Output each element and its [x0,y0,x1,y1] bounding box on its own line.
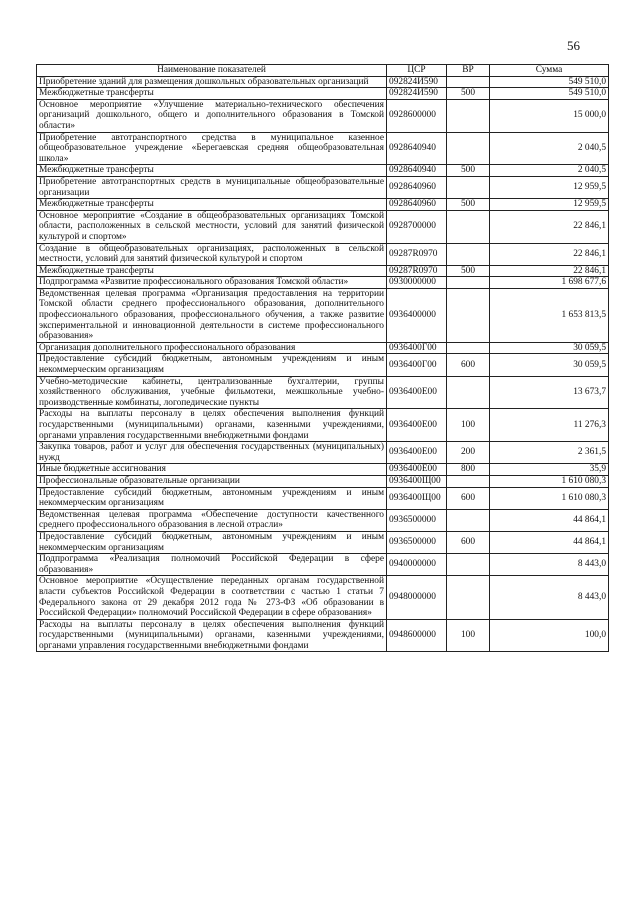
cell-sum: 44 864,1 [490,531,609,553]
cell-name: Ведомственная целевая программа «Обеспечение доступности качественного среднего профессионального образования в лесной отрасли» [37,509,387,531]
cell-sum: 2 361,5 [490,442,609,464]
table-header-row [37,65,609,77]
cell-name: Профессиональные образовательные организации [37,475,387,487]
cell-name: Предоставление субсидий бюджетным, автономным учреждениям и иным некоммерческим организациям [37,354,387,376]
cell-sum: 2 040,5 [490,165,609,177]
table-row [37,99,609,132]
cell-csr: 0940000000 [387,554,447,576]
cell-vr: 200 [447,442,490,464]
cell-name: Расходы на выплаты персоналу в целях обеспечения выполнения функций государственными (муниципальными) органами, казенными учреждениями, органами управления государственными внебюджетными фондами [37,619,387,652]
table-row [37,554,609,576]
cell-sum: 30 059,5 [490,354,609,376]
header-vr: ВР [447,65,490,77]
cell-vr: 500 [447,265,490,277]
cell-vr [447,277,490,289]
cell-vr: 100 [447,619,490,652]
cell-vr: 500 [447,88,490,100]
cell-sum: 12 959,5 [490,176,609,198]
cell-sum: 44 864,1 [490,509,609,531]
cell-name: Организация дополнительного профессионального образования [37,342,387,354]
table-row [37,619,609,652]
cell-sum: 549 510,0 [490,76,609,88]
table-row [37,243,609,265]
cell-vr: 600 [447,354,490,376]
cell-csr: 0936400Щ00 [387,487,447,509]
cell-sum: 15 000,0 [490,99,609,132]
cell-vr: 100 [447,409,490,442]
cell-sum: 11 276,3 [490,409,609,442]
cell-name: Межбюджетные трансферты [37,199,387,211]
table-row [37,354,609,376]
table-row [37,88,609,100]
cell-vr: 500 [447,199,490,211]
cell-vr: 800 [447,464,490,476]
cell-sum: 2 040,5 [490,132,609,165]
cell-csr: 0928640960 [387,199,447,211]
cell-vr [447,76,490,88]
cell-name: Создание в общеобразовательных организациях, расположенных в сельской местности, условий для занятий физической культурой и спортом [37,243,387,265]
cell-sum: 22 846,1 [490,243,609,265]
cell-sum: 22 846,1 [490,210,609,243]
cell-csr: 0948600000 [387,619,447,652]
cell-name: Основное мероприятие «Осуществление переданных органам государственной власти субъектов Российской Федерации в соответствии с частью 1 статьи 7 Федерального закона от 29 декабря 2012 года № 273-ФЗ «Об образовании в Российской Федерации» полномочий Российской Федерации в сфере образования» [37,576,387,619]
table-row [37,176,609,198]
table-row [37,442,609,464]
cell-csr: 0928640960 [387,176,447,198]
table-row [37,210,609,243]
cell-name: Межбюджетные трансферты [37,88,387,100]
table-row [37,464,609,476]
cell-vr [447,210,490,243]
cell-vr: 600 [447,531,490,553]
table-row [37,199,609,211]
table-row [37,475,609,487]
cell-csr: 09287R0970 [387,243,447,265]
cell-csr: 09287R0970 [387,265,447,277]
cell-name: Основное мероприятие «Улучшение материально-технического обеспечения организаций дошкольного, общего и дополнительного образования в Томской области» [37,99,387,132]
cell-csr: 0936400Е00 [387,376,447,409]
table-row [37,76,609,88]
cell-sum: 1 698 677,6 [490,277,609,289]
table-row [37,487,609,509]
table-row [37,265,609,277]
cell-csr: 0936400Е00 [387,464,447,476]
cell-vr [447,176,490,198]
cell-vr [447,132,490,165]
cell-csr: 0936400Г00 [387,354,447,376]
cell-sum: 22 846,1 [490,265,609,277]
cell-vr [447,99,490,132]
cell-vr [447,554,490,576]
cell-vr [447,376,490,409]
cell-vr: 600 [447,487,490,509]
cell-vr [447,342,490,354]
cell-csr: 0936400Щ00 [387,475,447,487]
cell-name: Основное мероприятие «Создание в общеобразовательных организациях Томской области, расположенных в сельской местности, условий для занятий физической культурой и спортом» [37,210,387,243]
table-row [37,409,609,442]
cell-name: Межбюджетные трансферты [37,265,387,277]
cell-csr: 0948000000 [387,576,447,619]
cell-csr: 0928640940 [387,132,447,165]
table-row [37,576,609,619]
cell-vr [447,243,490,265]
cell-vr [447,509,490,531]
table-row [37,509,609,531]
cell-sum: 8 443,0 [490,576,609,619]
page-number: 56 [567,38,580,53]
cell-name: Приобретение автотранспортных средств в муниципальные общеобразовательные организации [37,176,387,198]
cell-sum: 1 653 813,5 [490,288,609,342]
table-body [37,76,609,652]
cell-csr: 0930000000 [387,277,447,289]
table-row [37,376,609,409]
cell-sum: 549 510,0 [490,88,609,100]
table-row [37,277,609,289]
table-row [37,165,609,177]
cell-csr: 0928700000 [387,210,447,243]
cell-csr: 0936400Е00 [387,442,447,464]
cell-name: Закупка товаров, работ и услуг для обеспечения государственных (муниципальных) нужд [37,442,387,464]
cell-csr: 092824И590 [387,76,447,88]
cell-name: Учебно-методические кабинеты, централизованные бухгалтерии, группы хозяйственного обслуживания, учебные фильмотеки, межшкольные учебно-производственные комбинаты, логопедические пункты [37,376,387,409]
table-row [37,132,609,165]
cell-sum: 100,0 [490,619,609,652]
header-csr: ЦСР [387,65,447,77]
cell-csr: 0936400Е00 [387,409,447,442]
cell-sum: 12 959,5 [490,199,609,211]
table-row [37,531,609,553]
cell-name: Ведомственная целевая программа «Организация предоставления на территории Томской области среднего профессионального образования, дополнительного профессионального образования, профессионального обучения, а также развитие экспериментальной и инновационной деятельности в системе профессионального образования» [37,288,387,342]
cell-name: Предоставление субсидий бюджетным, автономным учреждениям и иным некоммерческим организациям [37,487,387,509]
cell-sum: 30 059,5 [490,342,609,354]
cell-sum: 13 673,7 [490,376,609,409]
cell-csr: 0936500000 [387,509,447,531]
cell-vr [447,288,490,342]
cell-name: Подпрограмма «Развитие профессионального образования Томской области» [37,277,387,289]
cell-sum: 1 610 080,3 [490,487,609,509]
cell-name: Межбюджетные трансферты [37,165,387,177]
cell-csr: 0928640940 [387,165,447,177]
header-name: Наименование показателей [37,65,387,77]
cell-csr: 0936400Г00 [387,342,447,354]
cell-csr: 0936400000 [387,288,447,342]
cell-csr: 092824И590 [387,88,447,100]
cell-csr: 0936500000 [387,531,447,553]
cell-sum: 1 610 080,3 [490,475,609,487]
table-row [37,288,609,342]
budget-table [36,64,609,652]
cell-name: Приобретение автотранспортного средства в муниципальное казенное общеобразовательное учреждение «Берегаевская средняя общеобразовательная школа» [37,132,387,165]
cell-sum: 35,9 [490,464,609,476]
header-sum: Сумма [490,65,609,77]
cell-csr: 0928600000 [387,99,447,132]
cell-vr: 500 [447,165,490,177]
cell-name: Расходы на выплаты персоналу в целях обеспечения выполнения функций государственными (муниципальными) органами, казенными учреждениями, органами управления государственными внебюджетными фондами [37,409,387,442]
cell-name: Подпрограмма «Реализация полномочий Российской Федерации в сфере образования» [37,554,387,576]
table-row [37,342,609,354]
cell-name: Иные бюджетные ассигнования [37,464,387,476]
cell-vr [447,475,490,487]
cell-name: Приобретение зданий для размещения дошкольных образовательных организаций [37,76,387,88]
cell-vr [447,576,490,619]
cell-sum: 8 443,0 [490,554,609,576]
cell-name: Предоставление субсидий бюджетным, автономным учреждениям и иным некоммерческим организациям [37,531,387,553]
